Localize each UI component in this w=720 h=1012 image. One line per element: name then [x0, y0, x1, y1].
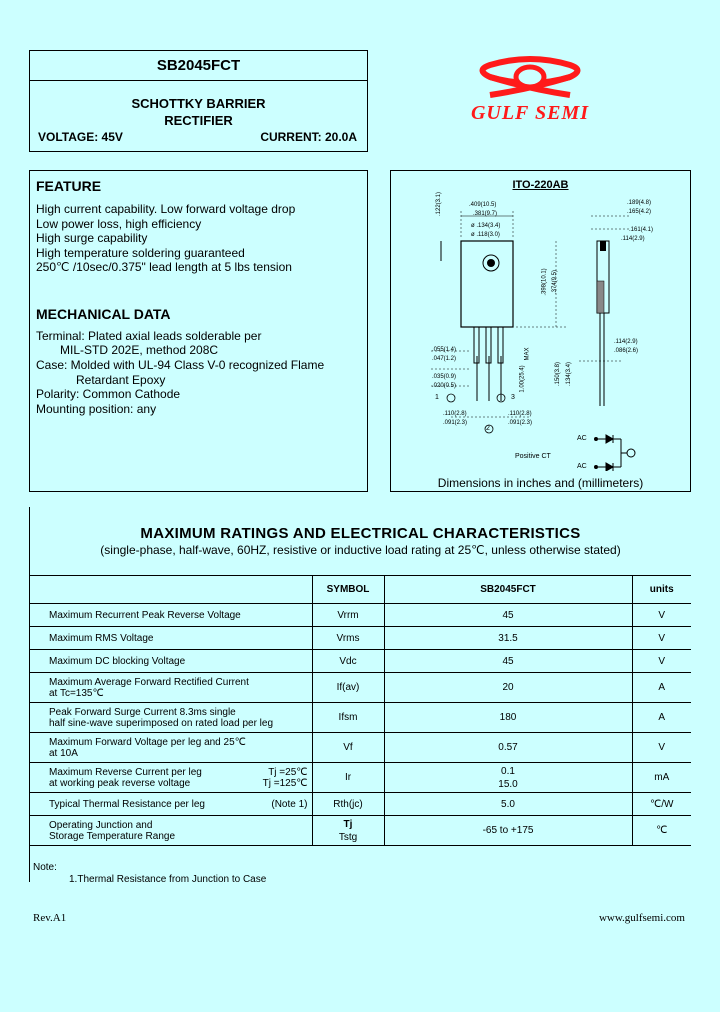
pin-label: 2 [486, 425, 490, 432]
param-text: half sine-wave superimposed on rated load per leg [49, 717, 274, 729]
logo-text: GULF SEMI [470, 102, 590, 124]
feature-item: High surge capability [36, 231, 148, 245]
param-text: at 10A [49, 747, 78, 759]
param-text: Peak Forward Surge Current 8.3ms single [49, 706, 236, 718]
param-text: Maximum Reverse Current per leg [49, 766, 202, 778]
symbol-cell: Rth(jc) [312, 793, 384, 816]
dim-label: .091(2.3) [443, 420, 468, 426]
logo-icon [455, 55, 605, 105]
unit-cell: ℃ [632, 816, 691, 846]
dim-label: .398(10.1) [541, 268, 548, 296]
ratings-title: MAXIMUM RATINGS AND ELECTRICAL CHARACTERISTICS [140, 525, 581, 542]
symbol-text: Tstg [338, 831, 358, 843]
dim-label: .110(2.8) [508, 411, 532, 417]
feature-item: High current capability. Low forward voltage drop [36, 202, 296, 216]
table-row [29, 673, 691, 703]
dim-label: .091(2.3) [508, 420, 533, 426]
ac-label: AC [577, 435, 587, 442]
unit-cell: ℃/W [632, 793, 691, 816]
table-row [29, 703, 691, 733]
value-cell: 0.57 [384, 733, 632, 763]
schematic-icon [595, 435, 636, 471]
table-row [29, 763, 691, 793]
symbol-cell: Vf [312, 733, 384, 763]
dim-label: .020(0.5) [432, 383, 457, 389]
dim-label: MAX [524, 347, 531, 361]
mechanical-line: Retardant Epoxy [76, 373, 166, 387]
dim-label: .114(2.9) [621, 236, 645, 242]
dim-label: .110(2.8) [443, 411, 467, 417]
positive-ct-label: Positive CT [515, 453, 551, 460]
param-text: Storage Temperature Range [49, 830, 176, 842]
unit-cell: V [632, 604, 691, 627]
column-header: SYMBOL [312, 576, 384, 604]
revision: Rev.A1 [33, 912, 67, 924]
part-number: SB2045FCT [30, 51, 367, 81]
package-box [390, 170, 691, 492]
unit-cell: V [632, 650, 691, 673]
table-row [29, 627, 691, 650]
value-cell: -65 to +175 [384, 816, 632, 846]
value-cell: 20 [384, 673, 632, 703]
param-text: Maximum RMS Voltage [49, 632, 154, 644]
table-row [29, 650, 691, 673]
symbol-cell: Vdc [312, 650, 384, 673]
ac-label: AC [577, 463, 587, 470]
header-box [29, 50, 368, 152]
dim-label: .189(4.8) [627, 200, 652, 206]
dim-label: .381(9.7) [473, 211, 498, 217]
dim-label: .134(3.4) [566, 361, 573, 387]
dim-label: .047(1.2) [432, 356, 457, 362]
column-header [29, 576, 312, 604]
table-row [29, 604, 691, 627]
unit-cell: A [632, 703, 691, 733]
feature-item: 250℃ /10sec/0.375" lead length at 5 lbs tension [36, 260, 292, 274]
value-cell: 31.5 [384, 627, 632, 650]
unit-cell: V [632, 733, 691, 763]
condition-text: Tj =125℃ [262, 777, 308, 789]
mechanical-title: MECHANICAL DATA [36, 306, 171, 322]
mechanical-line: MIL-STD 202E, method 208C [60, 343, 219, 357]
table-row [29, 793, 691, 816]
value-text: 0.1 [501, 765, 515, 777]
mechanical-line: Terminal: Plated axial leads solderable per [36, 329, 262, 343]
value-cell: 45 [384, 604, 632, 627]
param-text: Operating Junction and [49, 819, 153, 831]
dim-label: .055(1.4) [432, 347, 457, 353]
unit-cell: V [632, 627, 691, 650]
value-cell: 5.0 [384, 793, 632, 816]
dim-label: .122(3.1) [436, 191, 443, 217]
table-row [29, 733, 691, 763]
website: www.gulfsemi.com [598, 912, 685, 924]
column-header: units [632, 576, 691, 604]
condition-text: Tj =25℃ [268, 766, 308, 778]
feature-box [29, 170, 368, 492]
gulf-semi-logo [455, 55, 605, 130]
pin-label: 3 [511, 394, 515, 401]
dim-label: .150(3.8) [555, 361, 562, 387]
table-row [29, 816, 691, 846]
note-ref: (Note 1) [271, 798, 308, 810]
voltage-rating: VOLTAGE: 45V [38, 130, 123, 144]
note-item: 1.Thermal Resistance from Junction to Case [69, 874, 267, 885]
symbol-cell: If(av) [312, 673, 384, 703]
param-text: at Tc=135℃ [49, 687, 104, 699]
unit-cell: mA [632, 763, 691, 793]
ratings-table [29, 575, 691, 846]
feature-item: Low power loss, high efficiency [36, 217, 202, 231]
symbol-cell: Ifsm [312, 703, 384, 733]
dim-label: .374(9.5) [552, 269, 559, 295]
param-text: at working peak reverse voltage [49, 777, 191, 789]
value-cell: 45 [384, 650, 632, 673]
mechanical-line: Mounting position: any [36, 402, 157, 416]
dim-label: .035(0.9) [432, 374, 457, 380]
param-text: Maximum Average Forward Rectified Current [49, 676, 249, 688]
dim-label: ø .134(3.4) [471, 223, 501, 229]
symbol-cell: Vrrm [312, 604, 384, 627]
current-rating: CURRENT: 20.0A [260, 130, 357, 144]
unit-cell: A [632, 673, 691, 703]
ratings-subtitle: (single-phase, half-wave, 60HZ, resistive or inductive load rating at 25℃, unless otherwise stated) [100, 543, 621, 557]
param-text: Maximum Forward Voltage per leg and 25℃ [49, 736, 246, 748]
subtitle-line-2: RECTIFIER [164, 113, 233, 128]
dim-label: .086(2.6) [614, 348, 639, 354]
dim-label: .165(4.2) [627, 209, 652, 215]
dim-label: .114(2.9) [614, 339, 638, 345]
value-text: 15.0 [498, 778, 518, 790]
mechanical-line: Case: Molded with UL-94 Class V-0 recognized Flame [36, 358, 325, 372]
mechanical-line: Polarity: Common Cathode [36, 387, 181, 401]
dim-label: .409(10.5) [469, 202, 497, 208]
symbol-cell: Vrms [312, 627, 384, 650]
feature-title: FEATURE [36, 178, 102, 194]
table-header-row [29, 576, 691, 604]
pin-label: 1 [435, 394, 439, 401]
symbol-text: Tj [343, 818, 353, 830]
dim-label: .161(4.1) [629, 227, 654, 233]
package-name: ITO-220AB [512, 179, 569, 191]
symbol-cell: Ir [312, 763, 384, 793]
dimensions-note: Dimensions in inches and (millimeters) [437, 476, 644, 490]
value-cell: 180 [384, 703, 632, 733]
dim-label: ø .118(3.0) [471, 232, 500, 238]
param-text: Maximum Recurrent Peak Reverse Voltage [49, 609, 241, 621]
param-text: Maximum DC blocking Voltage [49, 655, 186, 667]
dim-label: 1.00(25.4) [519, 365, 526, 393]
param-text: Typical Thermal Resistance per leg [49, 798, 205, 810]
note-label: Note: [33, 862, 57, 873]
column-header: SB2045FCT [384, 576, 632, 604]
subtitle-line-1: SCHOTTKY BARRIER [131, 96, 266, 111]
feature-item: High temperature soldering guaranteed [36, 246, 245, 260]
